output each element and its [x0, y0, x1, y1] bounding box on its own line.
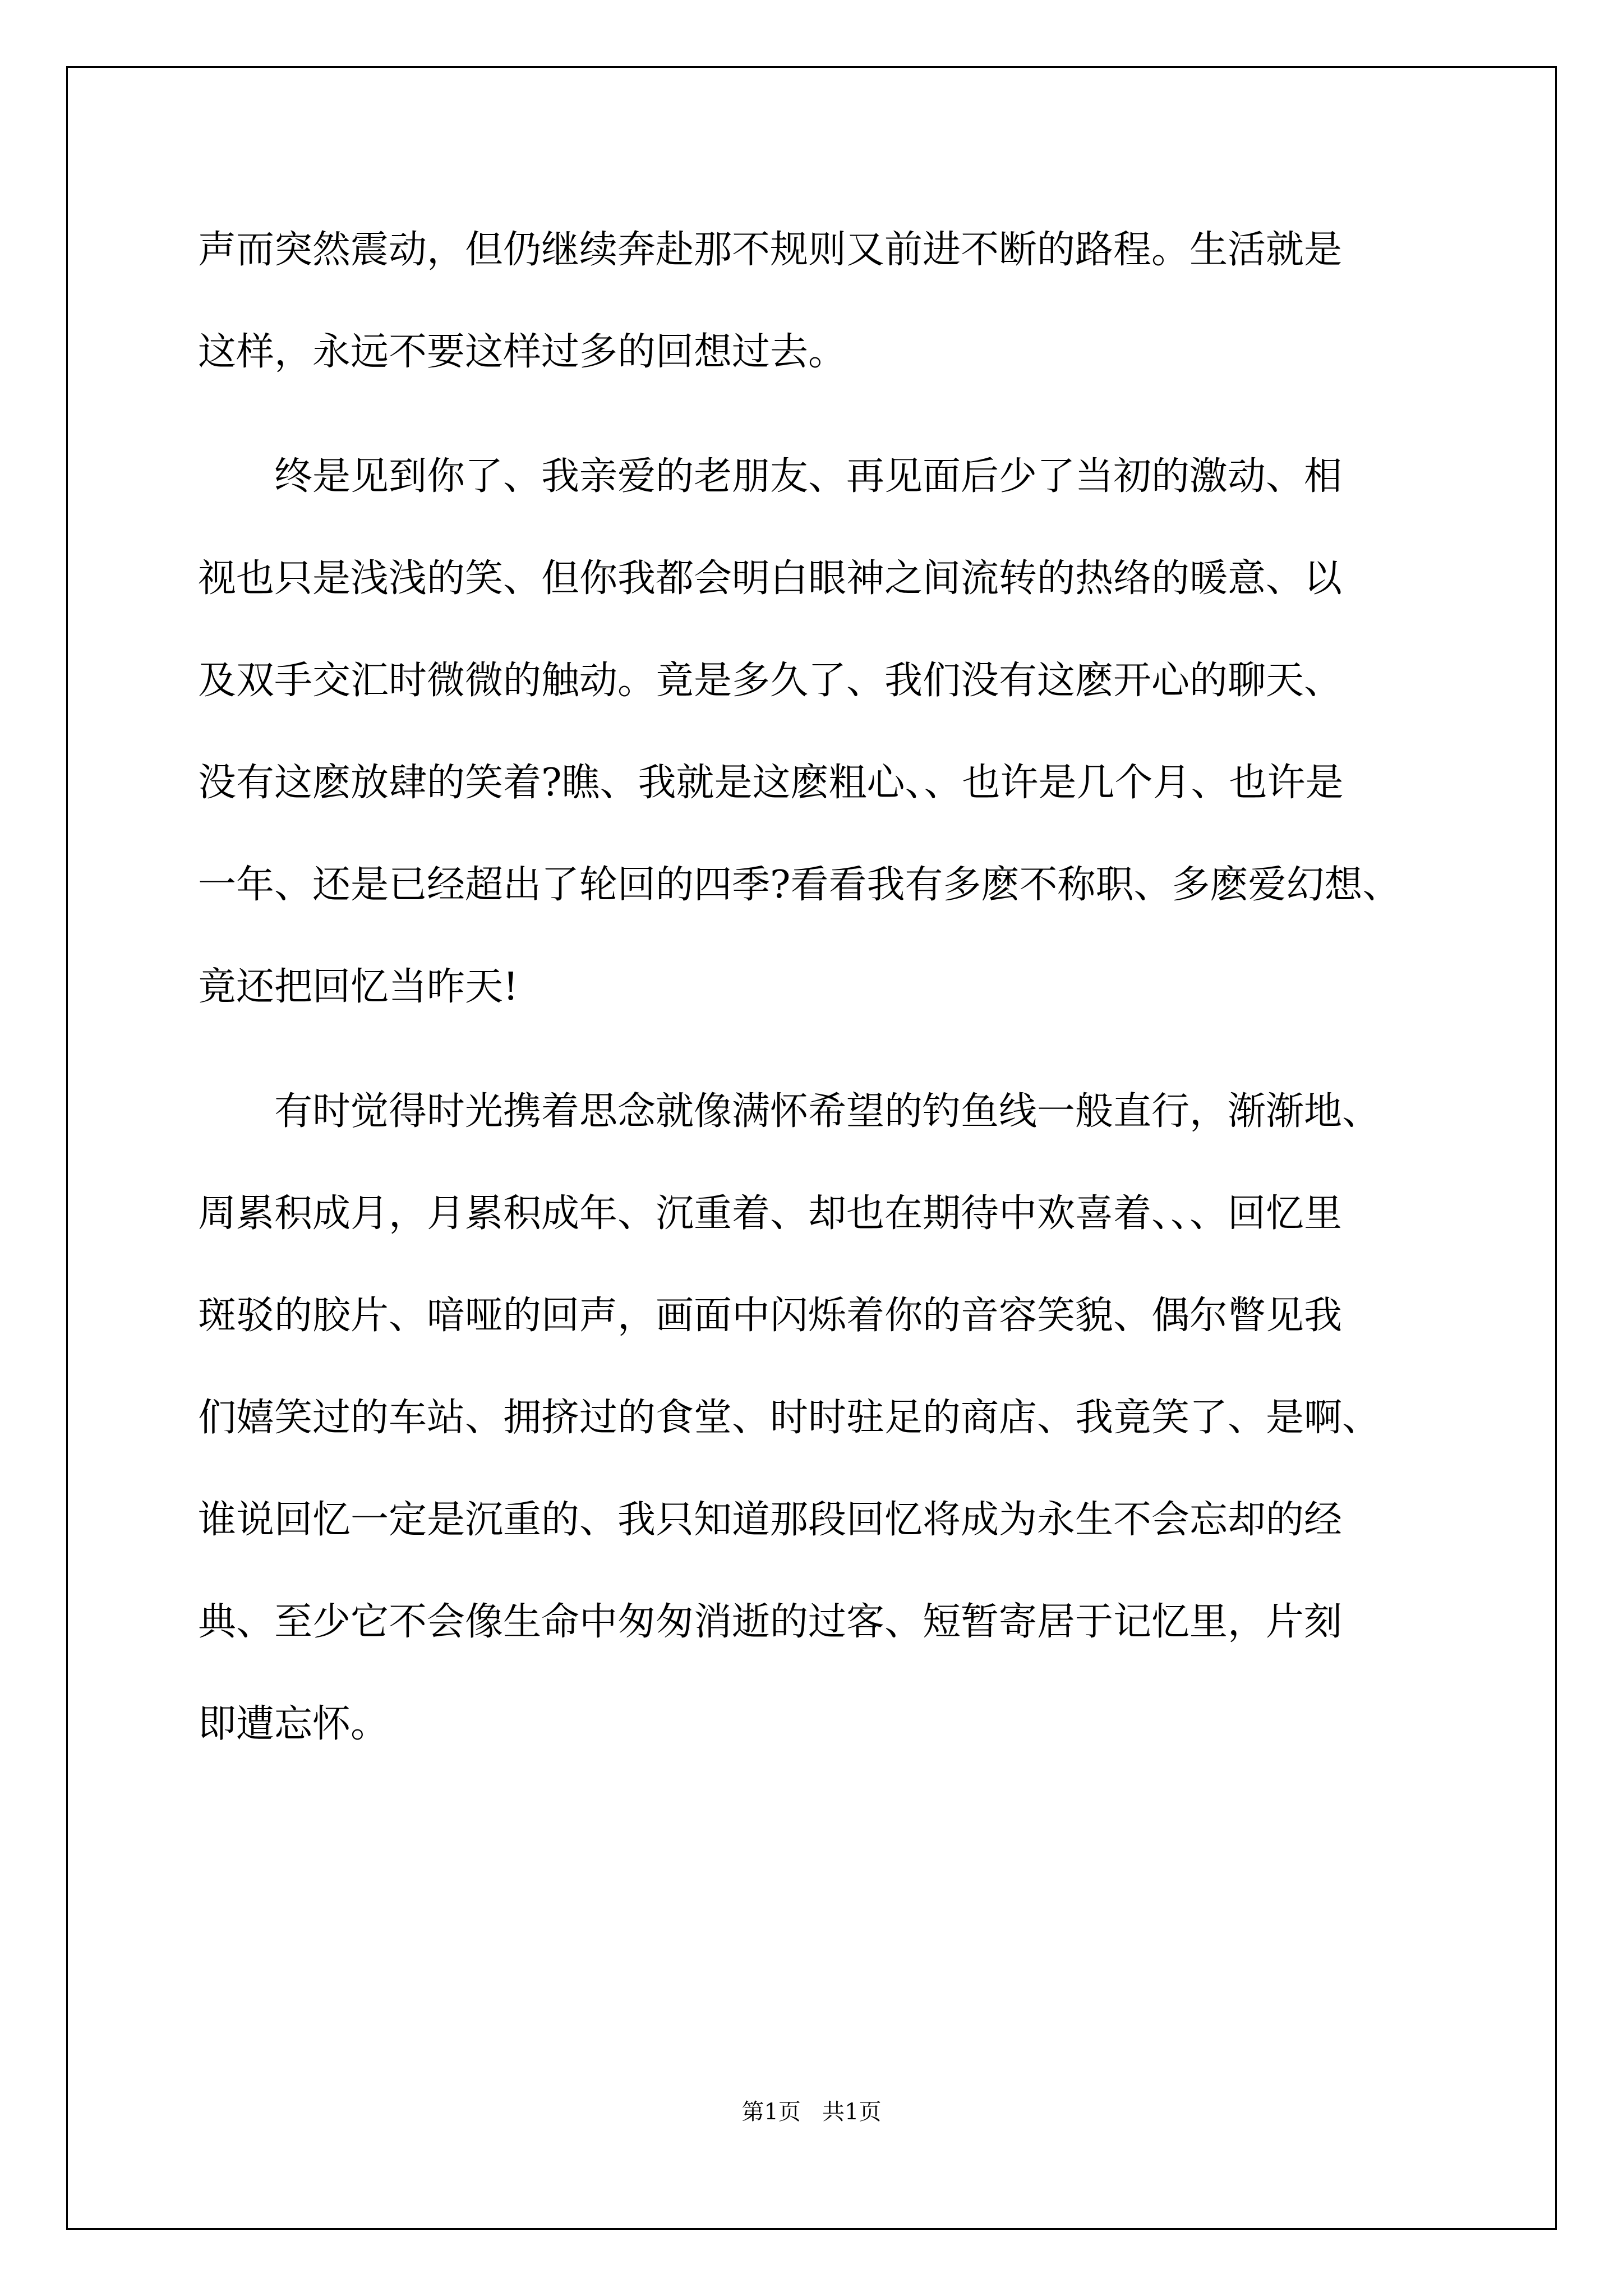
text-line: 即遭忘怀。 [198, 1702, 389, 1746]
text-line: 声而突然震动，但仍继续奔赴那不规则又前进不断的路程。生活就是 [198, 228, 1343, 272]
text-line: 周累积成月，月累积成年、沉重着、却也在期待中欢喜着、、、回忆里 [198, 1191, 1343, 1236]
text-line: 及双手交汇时微微的触动。竟是多久了、我们没有这麽开心的聊天、 [198, 659, 1343, 703]
text-line: 典、至少它不会像生命中匆匆消逝的过客、短暂寄居于记忆里，片刻 [198, 1600, 1343, 1644]
document-body [198, 199, 1443, 1775]
text-line: 竟还把回忆当昨天! [198, 965, 519, 1009]
text-line: 斑驳的胶片、喑哑的回声，画面中闪烁着你的音容笑貌、偶尔瞥见我 [198, 1294, 1343, 1338]
text-line: 有时觉得时光携着思念就像满怀希望的钓鱼线一般直行，渐渐地、 [198, 1089, 1381, 1134]
text-line: 终是见到你了、我亲爱的老朋友、再见面后少了当初的激动、相 [198, 454, 1343, 499]
text-line: 们嬉笑过的车站、拥挤过的食堂、时时驻足的商店、我竟笑了、是啊、 [198, 1396, 1381, 1440]
paragraph-gap [198, 403, 1443, 426]
text-line: 这样，永远不要这样过多的回想过去。 [198, 330, 847, 374]
text-line: 没有这麽放肆的笑着?瞧、我就是这麽粗心、、也许是几个月、也许是 [198, 761, 1344, 805]
text-line: 视也只是浅浅的笑、但你我都会明白眼神之间流转的热络的暖意、以 [198, 556, 1343, 601]
text-line: 一年、还是已经超出了轮回的四季?看看我有多麽不称职、多麽爱幻想、 [198, 863, 1401, 907]
page-number-footer: 第1页 共1页 [741, 2099, 882, 2125]
paragraph-gap [198, 1038, 1443, 1061]
text-line: 谁说回忆一定是沉重的、我只知道那段回忆将成为永生不会忘却的经 [198, 1498, 1343, 1542]
